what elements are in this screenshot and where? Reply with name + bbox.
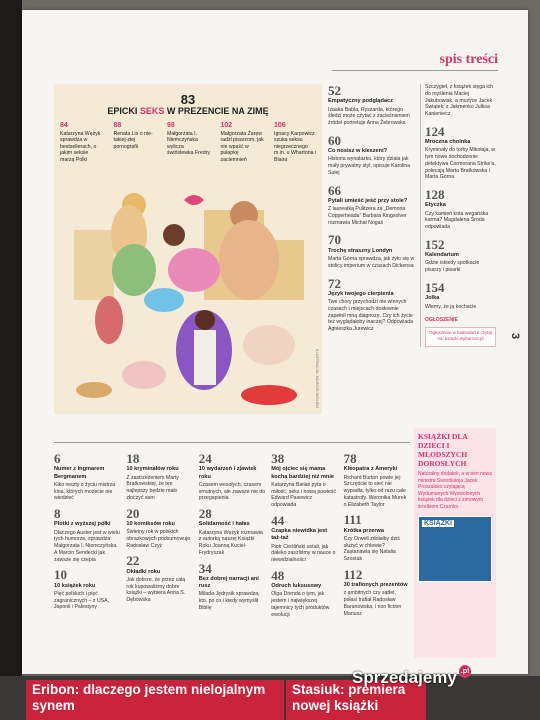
toc-entry[interactable]: 20 10 komiksów roku Świetny rok w polskich obrazkowych podsumowuje Radosław Czyż (126, 505, 191, 549)
toc-bottom-grid (54, 452, 410, 623)
toc-entry[interactable]: 78 Kleopatra z Ameryki Richard Burton powie jej: Szczęście to sieć nie wypadła, tylko od razu cale katastrofy. Weronika Murek o Elizabeth Taylor (343, 451, 407, 508)
toc-entry[interactable]: 70 Trochę straszny Londyn Marta Górna sprawdza, jak żyło się w stolicy imperium w czasach Dickensa (328, 232, 415, 269)
toc-entry[interactable]: 152 Kalendarium Gdzie iskiedy spotkacie pisarzy i pisarki (425, 236, 480, 274)
toc-entry[interactable]: 112 30 trafionych prezentów z ambitnych czy sądel, połasi trafiał Radosław Baranowska, i non fiction Mariusz (343, 566, 408, 617)
teaser: 106 Ignacy Karpowicz szuka seksu niegrzecznego m.in. u Whartona i Blaira (274, 122, 317, 163)
magazine-binder (0, 0, 22, 720)
feature-illustration (54, 84, 322, 414)
toc-entry[interactable]: 6 Numer z Ingmarem Bergmanem Kiko reszty o życiu mistrza kina, których możecie nie wiedzieć (54, 451, 116, 502)
toc-column (54, 452, 120, 623)
bottom-divider (54, 442, 410, 443)
toc-entry[interactable]: 28 Solidarność i hałas Katarzyna Wężyk rozmawia z autorką naszej Książki Roku Joanną Kuciel-Frydryszak (198, 506, 263, 556)
header-divider (332, 70, 498, 71)
retro-illustration-art (54, 180, 322, 414)
toc-entry[interactable]: 18 10 kryminałów roku Z zastrzeżeniem Marty Bratkowskiej, że ten najlepszy będzie mało złoczyć sam (126, 451, 179, 501)
toc-entry[interactable]: 38 Mój ojciec się mama kocha bardziej niż mnie Katarzyna Bielas pyta o miłość, seks i nową powieść Edward Pasewicz odpowiada (271, 451, 337, 509)
illustration-credit: ILUSTRACJA: MARCIN WOLSKI (315, 348, 320, 408)
kids-supplement-title: KSIĄŻKI DLA DZIECI I MŁODSZYCH DOROSŁYCH (418, 432, 468, 468)
toc-entry[interactable]: 48 Odruch luksusowy Olga Drenda o tym, jak jestem i największej tajemnicy tych produktów ewolucji (271, 567, 330, 618)
toc-entry[interactable]: 128 Etyczka Czy kamień kota wegańska karma? Magdalena Środa odpowiada (425, 187, 489, 231)
advertisement-label: OGŁOSZENIE (425, 317, 458, 324)
toc-column (199, 452, 265, 623)
toc-entry[interactable]: Szczygieł, z książek sięga ich do myślenia Maciej Jakubowiak, a muzyce Jacek Świątek; z Jakmenko Julksa Kanieniecz (425, 84, 494, 117)
teaser: 102 Małgorzata Żaręw radzi pisarzom, jak nie wpaść w pułapkę zaciemnień (220, 122, 264, 163)
toc-column (126, 452, 192, 623)
kids-supplement-box (414, 428, 496, 658)
toc-middle-column (328, 84, 416, 340)
toc-entry[interactable]: 8 Plotki z wyższej półki Dlaczego Auster jest w wielu tych humorze, sprawdza Małgorzata I. Niemczyńska. A Marcin Sendecki jak zawsze się czepia (54, 506, 120, 563)
page-number: 3 (508, 332, 521, 340)
teaser: 84 Katarzyna Wężyk sprawdza w bestsellerach, o jakim seksie marzą Polki (60, 122, 101, 163)
toc-column (271, 452, 337, 623)
feature-number: 83 (180, 92, 196, 107)
kids-supplement-cover: KSIĄŻKI (418, 516, 492, 582)
toc-entry[interactable]: 44 Czapka niewidka jest taż-taż Piotr Cieśliński ustali, jak daleko zaszliśmy w nauce o niewidzialności (271, 512, 336, 564)
toc-entry[interactable]: 154 Jolka Wiemy, że ją kochacie (425, 279, 477, 310)
watermark-logo: Sprzedajemy $^{.pl}$ (352, 668, 471, 688)
toc-column (344, 452, 410, 623)
magazine-cover-left: Eribon: dlaczego jestem nielojalnym synem (26, 680, 284, 720)
page-title: spis treści (439, 52, 498, 67)
toc-entry[interactable]: 34 Bez dobrej narracji ani rusz Milada Jędrysik sprawdza, kto, po co i kiedy wymyślił Biblię (198, 560, 260, 611)
toc-entry[interactable]: 66 Pytali umieść jeść przy stole? Z laureatką Pulitzera za „Demona Copperheada” Barbara Kingsolver rozmawia Michał Nogaś (328, 182, 408, 226)
teaser: 98 Małgorzata I. Niemczyńska wylicza świństewka Fredry (167, 122, 210, 157)
magazine-cover-right: Stasiuk: premiera nowej książki (286, 680, 426, 720)
toc-entry[interactable]: 60 Co nosisz w kieszeni? Historia wynalazku, który działa jak mały prywatny styl, opisuje Karolina Sulej (328, 132, 411, 176)
feature-headline: EPICKI SEKS W PREZENCIE NA ZIMĘ (107, 106, 269, 116)
toc-entry[interactable]: 52 Empatyczny podglądacz Izaaka Babla, Ryszarda, którego śledzi może czytać z zacieśnieniem źródeł portretuje Anna Żebrowska (328, 83, 410, 127)
toc-entry[interactable]: 24 10 wydarzeń i zjawisk roku Czasem wesołych, czasem smutnych, ale zawsze nie do przegapienia (198, 451, 266, 502)
toc-entry[interactable]: 124 Mroczna choinka Kryminały do torby Mikołaja, w tym nowe dochodzenie detektywa Cormorana Strike'a, polecają Marta Bratkowska i Marta Górna (425, 123, 496, 181)
toc-entry[interactable]: 10 10 książek roku Pięć polskich i pięć zagranicznych – z USA, Japonii i Palestyny (54, 567, 110, 611)
toc-right-column (420, 84, 496, 347)
teaser: 88 Renata Lis o nie-takiej-złej pornografii (113, 122, 153, 150)
toc-entry[interactable]: 22 Okładki roku Jak dobrze, że przez całą rok kupowaliśmy dobre książki – wybiera Anna S. Dębowska (126, 553, 186, 604)
kids-supplement-desc: Naturalny dodatek, a w nim nowa ministra Swordiatoja Jacek Proszalsko czytającą Wydumanych Wyzwolonych książek dla dzieci z zimowym środkiem Czarnko (418, 471, 492, 510)
toc-entry[interactable]: 72 Język twojego cierpienia Twe chory przychodzi nie winnych czasach i miejscach dosłownie zapełnił mną diagnozę. Czy ich życie też wyglądałoby inaczej? Odpowiada Agnieszka Jurewicz (328, 275, 414, 333)
magazine-page (22, 10, 528, 674)
advertisement-box[interactable]: Ogłoszenie w kalendarzu czytaj na: ksiazki.wyborcza.pl (425, 327, 496, 347)
feature-teasers (60, 122, 318, 163)
toc-entry[interactable]: 111 Krótka przerwa Czy Orwell zdołałby dziś służyć w chlewie? Zastanawia się Natalia Szostak (343, 512, 400, 563)
